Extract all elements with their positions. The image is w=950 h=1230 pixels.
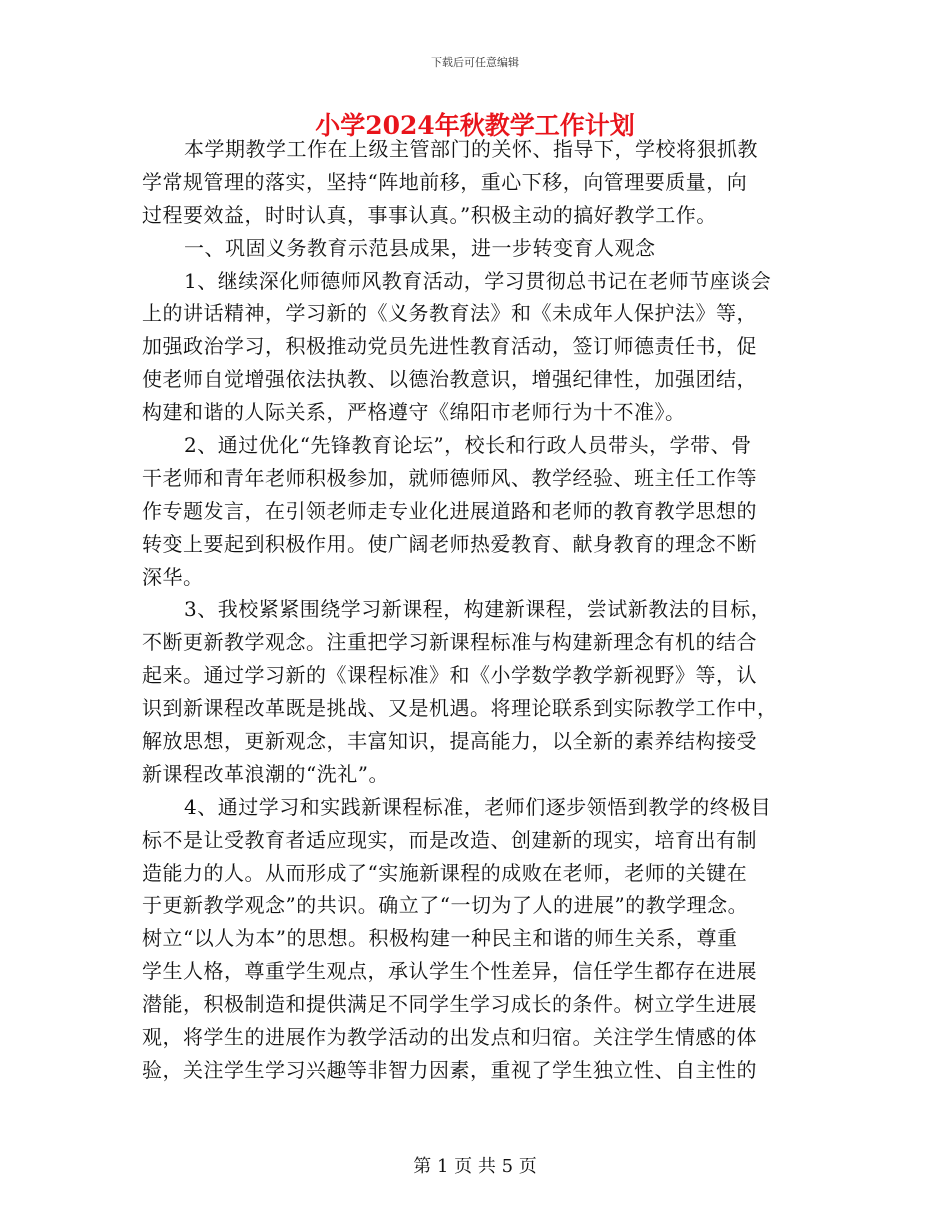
text-line: 起来。通过学习新的《课程标准》和《小学数学教学新视野》等，认	[142, 663, 757, 688]
text-line: 上的讲话精神，学习新的《义务教育法》和《未成年人保护法》等，	[142, 301, 757, 326]
text-line: 新课程改革浪潮的“洗礼”。	[142, 761, 389, 786]
text-line: 本学期教学工作在上级主管部门的关怀、指导下，学校将狠抓教	[184, 137, 758, 161]
text-line: 学常规管理的落实，坚持“阵地前移，重心下移，向管理要质量，向	[142, 169, 748, 194]
text-line: 于更新教学观念”的共识。确立了“一切为了人的进展”的教学理念。	[142, 893, 749, 918]
document-body	[142, 133, 808, 1087]
text-line: 2、通过优化“先锋教育论坛”，校长和行政人员带头，学带、骨	[184, 433, 752, 458]
text-line: 潜能，积极制造和提供满足不同学生学习成长的条件。树立学生进展	[142, 992, 757, 1017]
text-line: 3、我校紧紧围绕学习新课程，构建新课程，尝试新教法的目标，	[184, 597, 772, 622]
text-line: 树立“以人为本”的思想。积极构建一种民主和谐的师生关系，尊重	[142, 926, 738, 951]
text-line: 不断更新教学观念。注重把学习新课程标准与构建新理念有机的结合	[142, 630, 757, 655]
text-line: 学生人格，尊重学生观点，承认学生个性差异，信任学生都存在进展	[142, 959, 757, 984]
text-line: 使老师自觉增强依法执教、以德治教意识，增强纪律性，加强团结，	[142, 367, 757, 392]
page-footer: 第 1 页 共 5 页	[413, 1156, 537, 1177]
text-line: 干老师和青年老师积极参加，就师德师风、教学经验、班主任工作等	[142, 465, 757, 490]
text-line: 解放思想，更新观念，丰富知识，提高能力，以全新的素养结构接受	[142, 729, 757, 754]
text-line: 验，关注学生学习兴趣等非智力因素，重视了学生独立性、自主性的	[142, 1057, 757, 1082]
text-line: 加强政治学习，积极推动党员先进性教育活动，签订师德责任书，促	[142, 334, 757, 359]
text-line: 观，将学生的进展作为教学活动的出发点和归宿。关注学生情感的体	[142, 1025, 757, 1050]
text-line: 构建和谐的人际关系，严格遵守《绵阳市老师行为十不准》。	[142, 400, 686, 425]
text-line: 标不是让受教育者适应现实，而是改造、创建新的现实，培育出有制	[142, 827, 757, 852]
text-line: 造能力的人。从而形成了“实施新课程的成败在老师，老师的关键在	[142, 860, 748, 885]
text-line: 一、巩固义务教育示范县成果，进一步转变育人观念	[184, 235, 656, 260]
text-line: 深华。	[142, 564, 204, 589]
document-title: 小学2024年秋教学工作计划	[315, 111, 635, 140]
text-line: 转变上要起到积极作用。使广阔老师热爱教育、献身教育的理念不断	[142, 531, 757, 556]
header-note: 下载后可任意编辑	[431, 56, 519, 69]
text-line: 1、继续深化师德师风教育活动，学习贯彻总书记在老师节座谈会	[184, 268, 772, 293]
text-line: 过程要效益，时时认真，事事认真。”积极主动的搞好教学工作。	[142, 202, 717, 227]
text-line: 识到新课程改革既是挑战、又是机遇。将理论联系到实际教学工作中，	[142, 696, 778, 721]
text-line: 4、通过学习和实践新课程标准，老师们逐步领悟到教学的终极目	[184, 794, 772, 819]
text-line: 作专题发言，在引领老师走专业化进展道路和老师的教育教学思想的	[142, 498, 757, 523]
